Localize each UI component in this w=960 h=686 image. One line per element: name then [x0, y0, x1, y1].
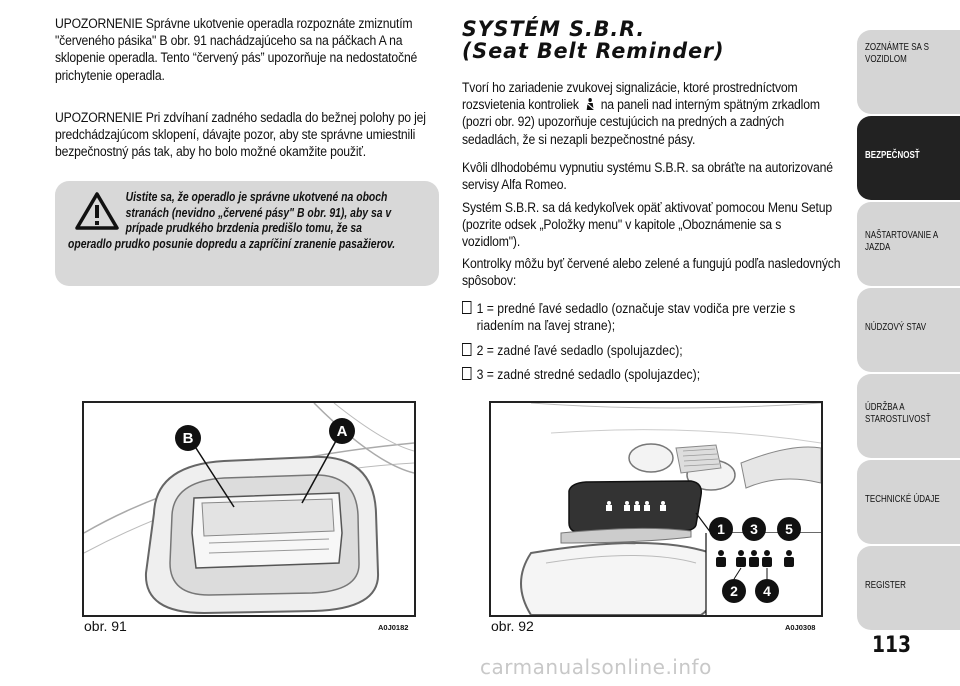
- figure-92-code: A0J0308: [785, 623, 816, 632]
- figure-91-caption: obr. 91: [84, 618, 127, 634]
- sbr-description-b: na paneli nad interným spätným zrkadlom (pozri obr. 92) upozorňuje cestujúcich na predných a zadných sedadlách, že si nezapli bezpečnostné pásy.: [462, 97, 820, 148]
- label-a: A: [336, 423, 348, 440]
- watermark: carmanualsonline.info: [480, 655, 712, 679]
- sbr-description-a: Tvorí ho zariadenie zvukovej signalizácie, ktoré prostredníctvom rozsvietenia kontroliek: [462, 80, 798, 114]
- checkbox-bullet-icon: [462, 301, 471, 314]
- warning-text-indented: Uistite sa, že operadlo je správne ukotvené na oboch stranách (nevidno „červené pásy" B obr. 91), aby sa v prípade prudkého brzdenia predišlo tomu, že sa: [125, 189, 392, 235]
- warning-text: [68, 189, 420, 251]
- seatbelt-warning-icon: [584, 97, 596, 111]
- sbr-panel-illustration: [491, 403, 821, 615]
- indicator-number-2: 2: [730, 583, 738, 599]
- indicator-number-4: 4: [763, 583, 771, 599]
- indicator-number-1: 1: [717, 521, 725, 537]
- list-item: 1 = predné ľavé sedadlo (označuje stav vodiča pre verzie s riadením na ľavej strane);: [462, 301, 840, 335]
- tab-udrzba[interactable]: ÚDRŽBA A STAROSTLIVOSŤ: [857, 374, 960, 458]
- tab-nastartovanie[interactable]: NAŠTARTOVANIE A JAZDA: [857, 202, 960, 286]
- tab-bezpecnost[interactable]: BEZPEČNOSŤ: [857, 116, 960, 200]
- list-item: 3 = zadné stredné sedadlo (spolujazdec);: [462, 367, 840, 384]
- tab-register[interactable]: REGISTER: [857, 546, 960, 630]
- warning-text-rest: operadlo prudko posunie dopredu a zapríčiní zranenie pasažierov.: [68, 235, 396, 251]
- figure-91: [82, 401, 416, 617]
- sbr-description: [462, 80, 840, 149]
- list-item: 2 = zadné ľavé sedadlo (spolujazdec);: [462, 343, 840, 360]
- seat-lever-illustration: [84, 403, 414, 615]
- section-title-line1: SYSTÉM S.B.R.: [462, 17, 646, 41]
- page-number: 113: [872, 633, 912, 658]
- sbr-disable-paragraph: Kvôli dlhodobému vypnutiu systému S.B.R. sa obráťte na autorizované servisy Alfa Romeo.: [462, 160, 833, 194]
- sbr-reactivate-paragraph: Systém S.B.R. sa dá kedykoľvek opäť aktivovať pomocou Menu Setup (pozrite odsek „Položky menu" v kapitole „Oboznámenie sa s vozidlom").: [462, 200, 832, 251]
- tab-nudzovy-stav[interactable]: NÚDZOVÝ STAV: [857, 288, 960, 372]
- figure-91-code: A0J0182: [378, 623, 409, 632]
- note-paragraph-2: UPOZORNENIE Pri zdvíhaní zadného sedadla do bežnej polohy po jej predchádzajúcom sklopení, dávajte pozor, aby ste správne umiestnili bezpečnostný pás tak, aby ho bolo možné okamžite použiť.: [55, 110, 426, 161]
- section-title: [462, 18, 725, 62]
- tab-zoznamte-sa[interactable]: ZOZNÁMTE SA S VOZIDLOM: [857, 30, 960, 114]
- tab-technicke-udaje[interactable]: TECHNICKÉ ÚDAJE: [857, 460, 960, 544]
- sbr-indicators-paragraph: Kontrolky môžu byť červené alebo zelené a fungujú podľa nasledovných spôsobov:: [462, 256, 841, 290]
- warning-box: [55, 181, 439, 286]
- indicator-number-5: 5: [785, 521, 793, 537]
- note-paragraph-1: UPOZORNENIE Správne ukotvenie operadla rozpoznáte zmiznutím "červeného pásika" B obr. 91 nachádzajúceho sa na páčkach A na sklopenie operadla. Tento “červený pás” upozorňuje na nedostatočné prichytenie operadla.: [55, 16, 418, 84]
- label-b: B: [182, 430, 194, 447]
- indicator-number-3: 3: [750, 521, 758, 537]
- figure-92-caption: obr. 92: [491, 618, 534, 634]
- section-title-line2: (Seat Belt Reminder): [462, 39, 725, 63]
- checkbox-bullet-icon: [462, 367, 471, 380]
- figure-92: [489, 401, 823, 617]
- checkbox-bullet-icon: [462, 343, 471, 356]
